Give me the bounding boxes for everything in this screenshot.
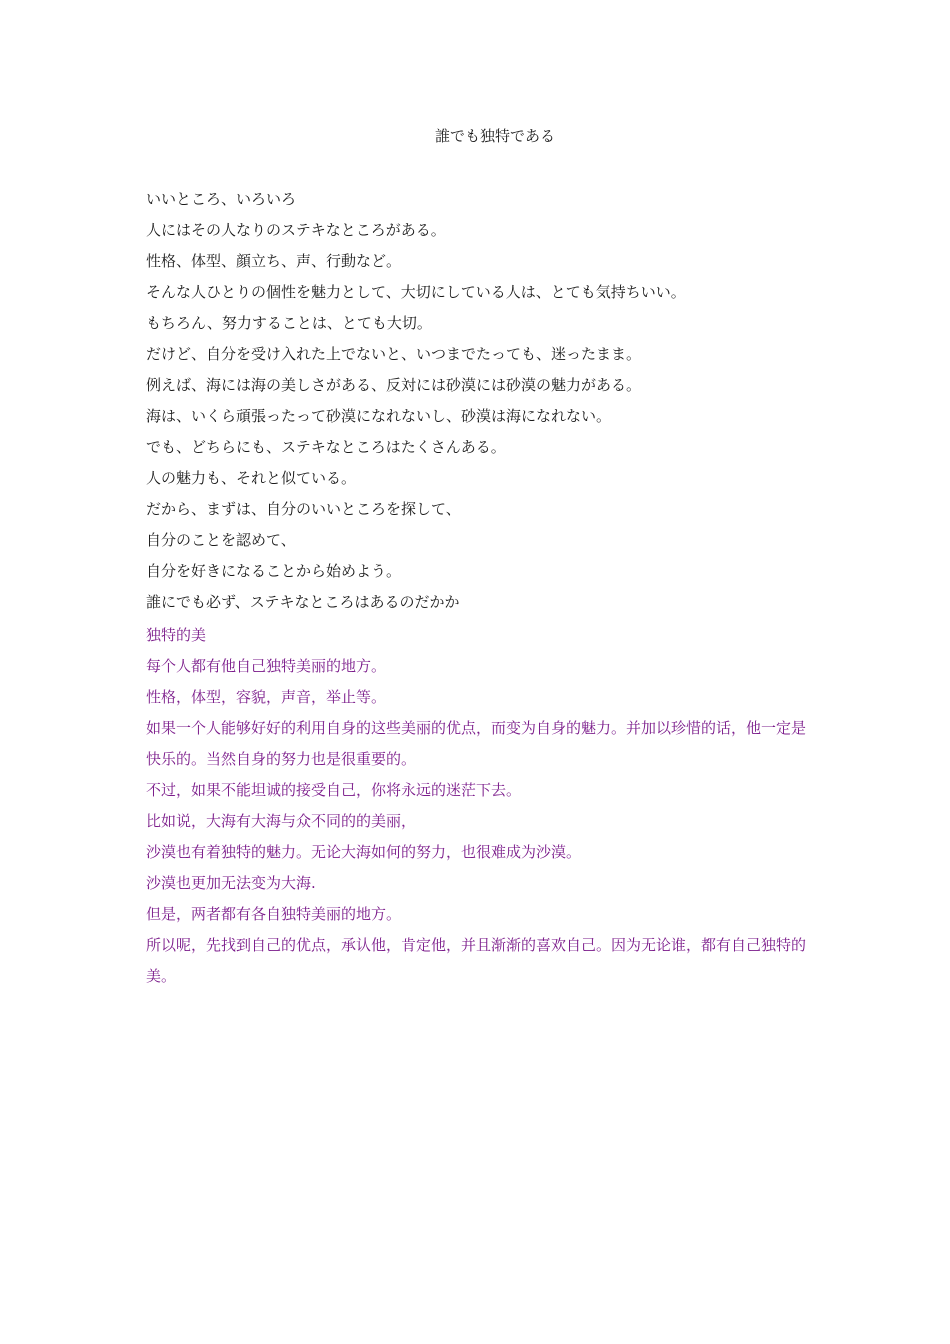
chinese-line: 性格，体型，容貌，声音，举止等。 (146, 688, 387, 706)
japanese-line: だから、まずは、自分のいいところを探して、 (146, 500, 461, 518)
chinese-line: 不过，如果不能坦诚的接受自己，你将永远的迷茫下去。 (146, 781, 522, 799)
japanese-line: 自分を好きになることから始めよう。 (146, 562, 402, 580)
japanese-line: 自分のことを認めて、 (146, 531, 296, 549)
japanese-line: いいところ、いろいろ (146, 190, 297, 208)
chinese-line: 沙漠也有着独特的魅力。无论大海如何的努力，也很难成为沙漠。 (146, 843, 582, 861)
japanese-line: 海は、いくら頑張ったって砂漠になれないし、砂漠は海になれない。 (146, 407, 612, 425)
japanese-line: もちろん、努力することは、とても大切。 (146, 314, 432, 332)
japanese-line: 例えば、海には海の美しさがある、反対には砂漠には砂漠の魅力がある。 (146, 376, 642, 394)
japanese-line: 誰にでも必ず、ステキなところはあるのだかか (146, 593, 460, 611)
chinese-line: 所以呢，先找到自己的优点，承认他，肯定他，并且渐渐的喜欢自己。因为无论谁，都有自己独特的美。 (146, 936, 807, 985)
document-title: 誰でも独特である (434, 127, 555, 145)
chinese-line: 如果一个人能够好好的利用自身的这些美丽的优点，而变为自身的魅力。并加以珍惜的话，他一定是快乐的。当然自身的努力也是很重要的。 (146, 719, 807, 768)
chinese-line: 但是，两者都有各自独特美丽的地方。 (146, 905, 402, 923)
chinese-line: 比如说，大海有大海与众不同的的美丽， (146, 812, 417, 830)
japanese-line: 人にはその人なりのステキなところがある。 (146, 221, 446, 239)
japanese-line: そんな人ひとりの個性を魅力として、大切にしている人は、とても気持ちいい。 (146, 283, 686, 301)
chinese-line: 沙漠也更加无法变为大海. (146, 874, 316, 892)
japanese-line: 性格、体型、顔立ち、声、行動など。 (146, 252, 402, 270)
japanese-passage (146, 184, 806, 618)
chinese-passage (146, 620, 806, 992)
japanese-line: 人の魅力も、それと似ている。 (146, 469, 357, 487)
chinese-line: 独特的美 (146, 626, 207, 644)
japanese-line: でも、どちらにも、ステキなところはたくさんある。 (146, 438, 506, 456)
chinese-line: 每个人都有他自己独特美丽的地方。 (146, 657, 387, 675)
japanese-line: だけど、自分を受け入れた上でないと、いつまでたっても、迷ったまま。 (146, 345, 642, 363)
